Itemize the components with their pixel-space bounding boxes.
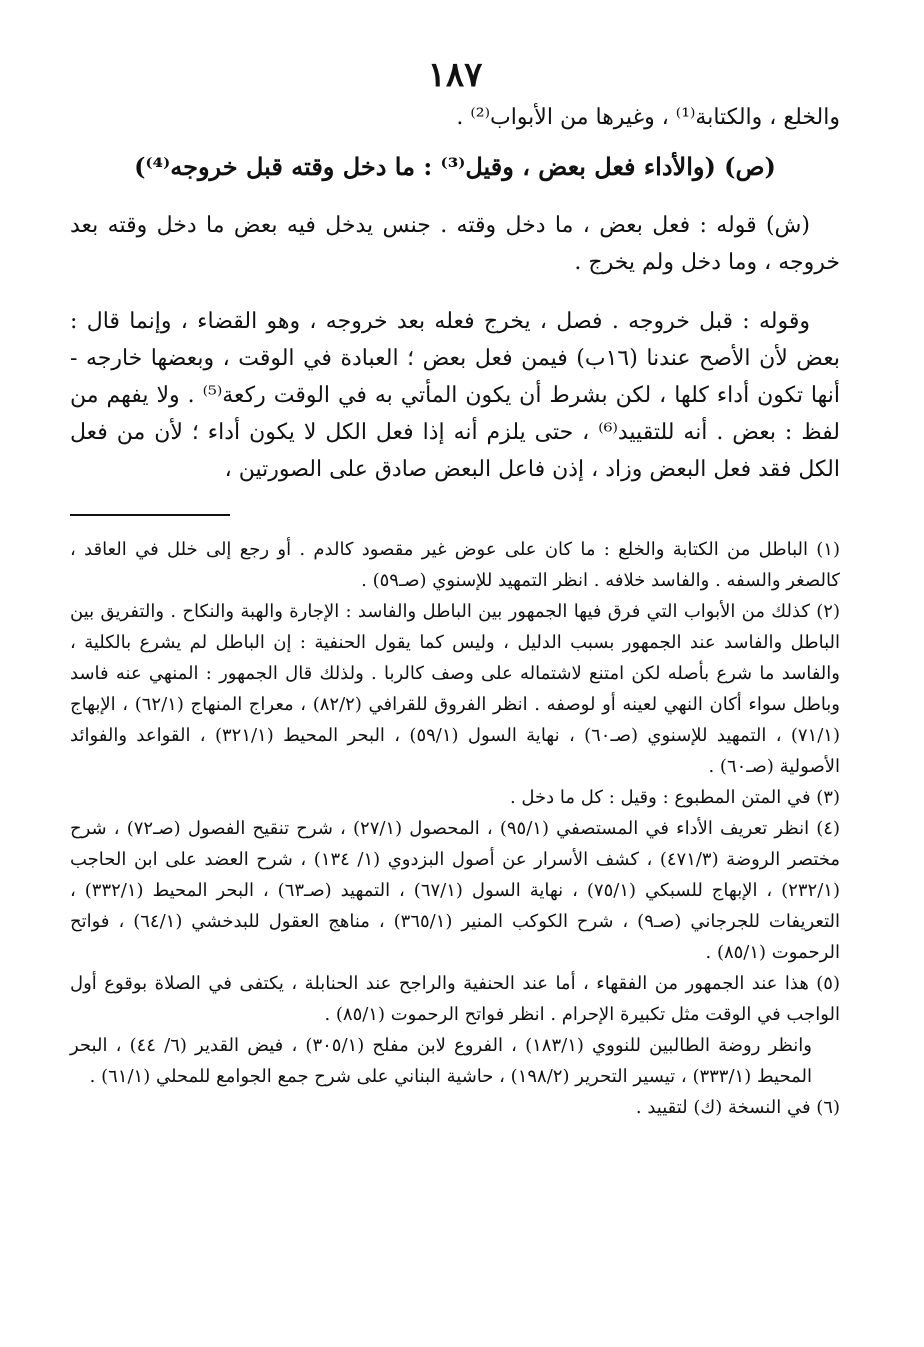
footnote-5-continued: وانظر روضة الطالبين للنووي (١٨٣/١) ، الفروع لابن مفلح (٣٠٥/١) ، فيض القدير (٦/ ٤٤) ، البحر المحيط (٣٣٣/١) ، تيسير التحرير (١٩٨/٢) ، حاشية البناني على شرح جمع الجوامع للمحلي (٦١/١) . [70,1035,812,1087]
sharh-paragraph-1: (ش) قوله : فعل بعض ، ما دخل وقته . جنس يدخل فيه بعض ما دخل وقته بعد خروجه ، وما دخل ولم يخرج . [70,213,840,275]
main-text [70,99,840,488]
footnote-4: (٤) انظر تعريف الأداء في المستصفي (٩٥/١) ، المحصول (٢٧/١) ، شرح تنقيح الفصول (صـ٧٢) ، شرح مختصر الروضة (٤٧١/٣) ، كشف الأسرار عن أصول البزدوي (١/ ١٣٤) ، شرح العضد على ابن الحاجب (٢٣٢/١) ، الإبهاج للسبكي (٧٥/١) ، نهاية السول (٦٧/١) ، التمهيد (صـ٦٣) ، البحر المحيط (٣٣٢/١) ، التعريفات للجرجاني (صـ٩) ، شرح الكوكب المنير (٣٦٥/١) ، مناهج العقول للبدخشي (٦٤/١) ، فواتح الرحموت (٨٥/١) . [70,818,841,963]
main-line-1: والخلع ، والكتابة⁽¹⁾ ، وغيرها من الأبواب⁽²⁾ . [456,105,840,130]
footnote-divider [70,514,230,516]
footnote-1: (١) الباطل من الكتابة والخلع : ما كان على عوض غير مقصود كالدم . أو رجع إلى خلل في العاقد ، كالصغر والسفه . والفاسد خلافه . انظر التمهيد للإسنوي (صـ٥٩) . [70,539,840,591]
footnote-3: (٣) في المتن المطبوع : وقيل : كل ما دخل . [509,787,840,808]
page [70,55,840,1123]
footnote-5: (٥) هذا عند الجمهور من الفقهاء ، أما عند الحنفية والراجح عند الحنابلة ، يكتفى في الصلاة بوقوع أول الواجب في الوقت مثل تكبيرة الإحرام . انظر فواتح الرحموت (٨٥/١) . [70,973,840,1025]
sharh-paragraph-2: وقوله : قبل خروجه . فصل ، يخرج فعله بعد خروجه ، وهو القضاء ، وإنما قال : بعض لأن الأصح عندنا (١٦ب) فيمن فعل بعض ؛ العبادة في الوقت ، وبعضها خارجه - أنها تكون أداء كلها ، لكن بشرط أن يكون المأتي به في الوقت ركعة⁽⁵⁾ . ولا يفهم من لفظ : بعض . أنه للتقييد⁽⁶⁾ ، حتى يلزم أنه إذا فعل الكل لا يكون أداء ؛ لأن من فعل الكل فقد فعل البعض وزاد ، إذن فاعل البعض صادق على الصورتين ، [70,309,841,482]
footnote-6: (٦) في النسخة (ك) لتقييد . [635,1097,840,1118]
footnote-2: (٢) كذلك من الأبواب التي فرق فيها الجمهور بين الباطل والفاسد : الإجارة والهبة والنكاح . والتفريق بين الباطل والفاسد عند الجمهور بسبب الدليل ، وليس كما يقول الحنفية : إن الباطل لم يشرع بالكلية ، والفاسد ما شرع بأصله لكن امتنع لاشتماله على وصف كالربا . ولذلك قال الجمهور : المنهي عنه فاسد وباطل سواء أكان النهي لعينه أو لوصفه . انظر الفروق للقرافي (٨٢/٢) ، معراج المنهاج (٦٢/١) ، الإبهاج (٧١/١) ، التمهيد للإسنوي (صـ٦٠) ، نهاية السول (٥٩/١) ، البحر المحيط (٣٢١/١) ، القواعد والفوائد الأصولية (صـ٦٠) . [70,601,841,777]
page-number: ١٨٧ [427,55,483,95]
matn-heading: (ص) (والأداء فعل بعض ، وقيل⁽³⁾ : ما دخل وقته قبل خروجه⁽⁴⁾) [134,152,776,181]
footnotes [70,534,840,1123]
